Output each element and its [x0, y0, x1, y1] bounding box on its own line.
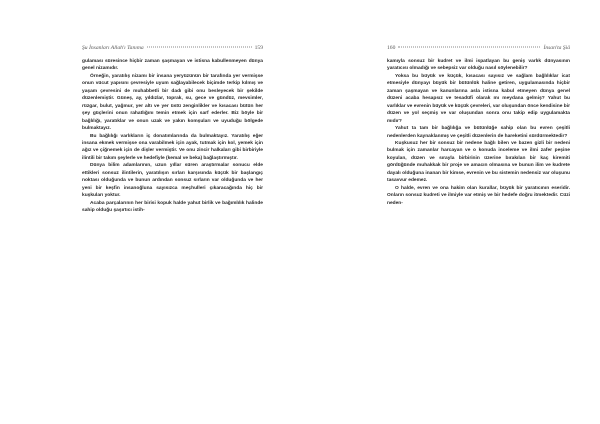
- left-body-text: [82, 58, 263, 215]
- right-paragraph: Yahut ta tam bir bağlılığa ve bütünlüğe sahip olan bu evren çeşitli nedenlerden kaynaklanmış ve çeşitli düzenlerin de hareketini sürdürmektedir?: [387, 126, 570, 139]
- left-page-number: 159: [254, 45, 263, 51]
- left-paragraph: Acaba parçalarının her birisi kopuk halde yahut birlik ve bağımlılık halinde sahip olduğu şaşırtıcı istih-: [82, 200, 263, 214]
- right-running-header: [387, 45, 570, 55]
- left-running-header: [82, 45, 263, 55]
- right-paragraph: Kuşkusuz her bir sonsuz bir nedene bağlı bilen ve bazen gizli bir nedeni bulmak için zamanlar harcayan ve o konuda inceleme ve ilmi zafer peşine koyulan, düzen ve sırayla birbirinin üzerine bırakılan bir kaç kiremiti gördüğünde muhakkak bir proje ve amacın olmasına ve bunun ilim ve kudrete dayalı olduğuna inanan bir kimse, evrenin ve bu sistemin nedensiz var oluşunu tasavvur edemez.: [387, 140, 570, 184]
- left-header-title: Şu İnsanları Allah'ı Tanıma: [82, 45, 144, 51]
- right-header-leader: [398, 47, 540, 48]
- right-page-number: 160: [387, 45, 396, 51]
- right-page: [300, 0, 600, 424]
- right-paragraph: kamıyla sonsuz bir kudret ve ilmi ispatlayan bu geniş varlık dünyasının yaratıcısı olmadığı ve sebepsiz var olduğu nasıl söylenebilir?: [387, 59, 570, 72]
- right-paragraph: O halde, evren ve ona hakim olan kurallar, büyük bir yaratıcının eseridir. Onların sonsuz kudreti ve ilmiyle var etmiş ve bir hedefe doğru itmektedir. Cüzi neden-: [387, 185, 570, 206]
- right-body-text: [387, 58, 570, 207]
- left-paragraph: Dünya bilim adamlarının, uzun yıllar süren araştırmalar sonucu elde ettikleri sonsuz ilintilerin, yaratılışın sırları karşısında küçük bir başlangıç noktası olduğunda ve bunun ardından sonsuz sırların var olduğunda ve her yeni bir keşfin insanoğluna sayısızca meçhulleri çıkaracağında hiç bir kuşkuları yoktur.: [82, 163, 263, 199]
- left-paragraph: gulaması süresince hiçbir zaman şaşmayan ve istisna kabullenmeyen dünya genel nizamıdır.: [82, 59, 263, 72]
- left-paragraph: Örneğin, yaratılış nizamı bir insana yeryüzünün bir tarafında yer vermişse onun vücut yapısını çevresiyle uyum sağlayabilecek biçimde terkip kılmış ve yaşam çevresini de muhabbetli bir dadı gibi onu besleyecek bir şekilde düzenlemiştir. Güneş, ay, yıldızlar, toprak, su, gece ve gündüz, mevsimler, rüzgar, bulut, yağmur, yer altı ve yer üstü zenginlikler ve kısacası bütün her şey güçlerini onun rahatlığını temin etmek için sarf ederler. Biz böyle bir bağlılığı, yaratıklar ve onun uzak ve yakın komşuları ve uyuduğu bölgede bulmaktayız.: [82, 73, 263, 132]
- left-header-leader: [147, 47, 252, 48]
- left-paragraph: Bu bağlılığı varlıkların iç donatımlarında da bulmaktayız. Yaratılış eğer insana ekmek vermişse ona varabilmek için ayak, tutmak için kol, yemek için ağız ve çiğnemek için de dişler vermiştir. Ve onu zincir halkaları gibi birbiriyle ilintili bir takım şeylerle ve hedefiyle (kemal ve beka) bağlaştırmıştır.: [82, 133, 263, 161]
- right-paragraph: Yoksa bu büyük ve küçük, kısacası sayısız ve sağlam bağlılıklar icat etmesiyle dünyayı büyük bir bütünlük haline getiren, uygulamasında hiçbir zaman şaşmayan ve kanunlarına asla istisna kabul etmeyen dünya genel düzeni acaba hesapsız ve tesadüfi olarak mı meydana gelmiş? Yahut bu varlıklar ve evrenin büyük ve küçük çevreleri, var oluşundan önce kendisine bir düzen ve yol seçmiş ve var oluşundan sonra onu takip edip uygulamakta mıdır?: [387, 73, 570, 124]
- right-header-title: İnsan'ta Şiâ: [543, 45, 570, 51]
